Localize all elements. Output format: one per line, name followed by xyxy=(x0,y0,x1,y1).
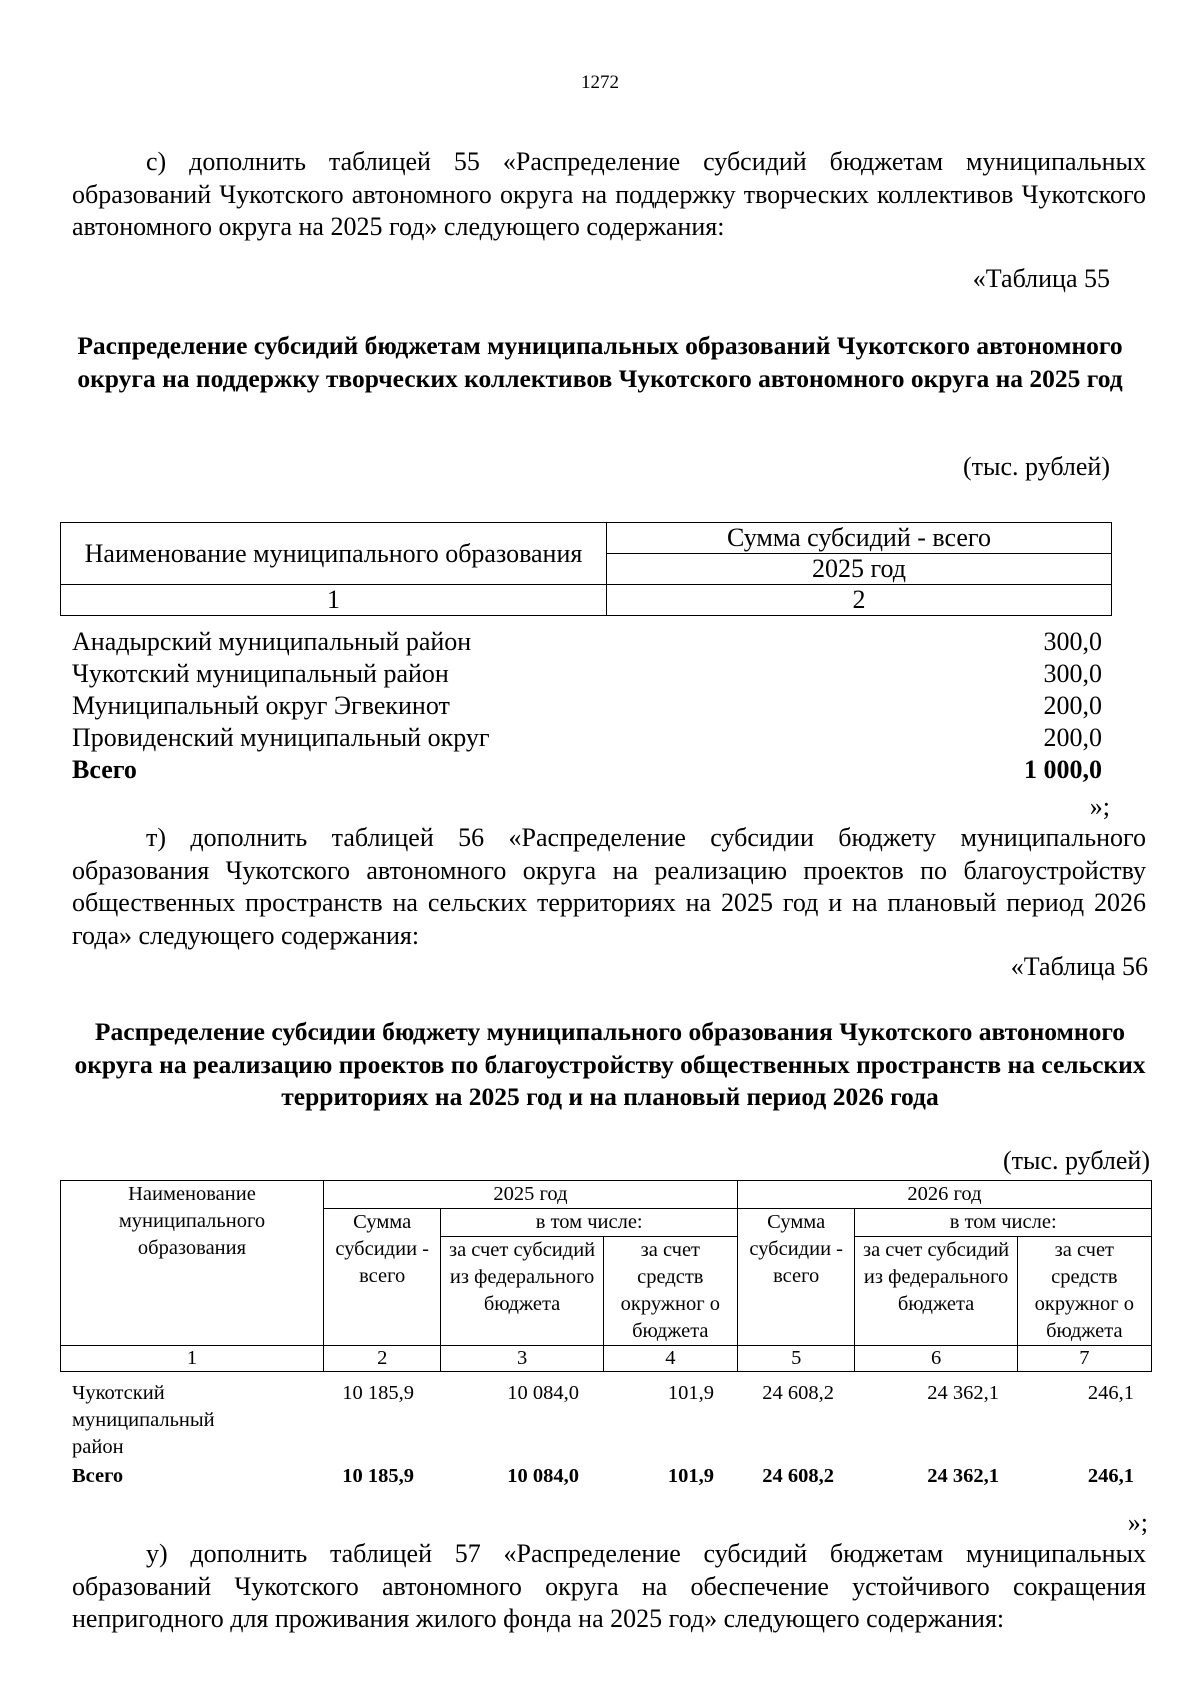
t56-header-name: Наименование муниципального образования xyxy=(61,1181,324,1346)
table-row xyxy=(72,658,1102,690)
table-56-units: (тыс. рублей) xyxy=(1002,1146,1150,1175)
t56-num-7: 7 xyxy=(1017,1346,1151,1372)
table-row xyxy=(72,690,1102,722)
total-value: 101,9 xyxy=(667,1465,714,1487)
table-56-closing: »; xyxy=(1127,1508,1148,1537)
t55-header-num-1: 1 xyxy=(61,585,607,616)
t56-header-fed-2026: за счет субсидий из федерального бюджета xyxy=(855,1237,1017,1346)
t56-header-year-2026: 2026 год xyxy=(737,1181,1151,1209)
t56-header-year-2025: 2025 год xyxy=(323,1181,737,1209)
table-56-body xyxy=(72,1380,1152,1490)
total-value: 10 185,9 xyxy=(342,1465,414,1487)
table-row xyxy=(72,1380,1152,1461)
row-name: Провиденский муниципальный округ xyxy=(72,723,490,752)
total-value: 10 084,0 xyxy=(507,1465,579,1487)
total-label: Всего xyxy=(72,755,137,784)
row-name: Анадырский муниципальный район xyxy=(72,627,472,656)
t56-header-total-2026: Сумма субсидии - всего xyxy=(737,1209,854,1346)
table-row xyxy=(72,722,1102,754)
table-56-label: «Таблица 56 xyxy=(1010,952,1148,981)
table-55-closing: »; xyxy=(1089,792,1110,821)
row-value: 101,9 xyxy=(667,1382,714,1404)
total-value: 24 608,2 xyxy=(762,1465,834,1487)
row-name: Муниципальный округ Эгвекинот xyxy=(72,691,450,720)
t55-header-name: Наименование муниципального образования xyxy=(61,523,607,585)
paragraph-c: с) дополнить таблицей 55 «Распределение субсидий бюджетам муниципальных образований Чукотского автономного округа на поддержку творческих коллективов Чукотского автономного округа на 2025 год» следующего содержания: xyxy=(72,147,1146,241)
table-row xyxy=(72,626,1102,658)
t55-header-year: 2025 год xyxy=(607,554,1112,585)
paragraph-t: т) дополнить таблицей 56 «Распределение субсидии бюджету муниципального образования Чукотского автономного округа на реализацию проектов по благоустройству общественных пространств на сельских территориях на 2025 год и на плановый период 2026 года» следующего содержания: xyxy=(72,823,1146,950)
t56-header-okr-2026: за счет средств окружног о бюджета xyxy=(1017,1237,1151,1346)
t56-num-4: 4 xyxy=(603,1346,737,1372)
t56-header-incl-2026: в том числе: xyxy=(855,1209,1152,1237)
total-value: 24 362,1 xyxy=(927,1465,999,1487)
total-label: Всего xyxy=(72,1465,124,1487)
row-name: Чукотский муниципальный район xyxy=(72,659,449,688)
t56-header-fed-2025: за счет субсидий из федерального бюджета xyxy=(441,1237,603,1346)
row-value: 10 084,0 xyxy=(507,1382,579,1404)
table-55-label: «Таблица 55 xyxy=(972,264,1110,293)
row-value: 24 608,2 xyxy=(762,1382,834,1404)
t56-header-okr-2025: за счет средств окружног о бюджета xyxy=(603,1237,737,1346)
t56-num-2: 2 xyxy=(323,1346,440,1372)
row-value: 246,1 xyxy=(1087,1382,1134,1404)
table-55-title: Распределение субсидий бюджетам муниципальных образований Чукотского автономного округа на поддержку творческих коллективов Чукотского автономного округа на 2025 год xyxy=(77,331,1123,393)
paragraph-u: у) дополнить таблицей 57 «Распределение субсидий бюджетам муниципальных образований Чукотского автономного округа на обеспечение устойчивого сокращения непригодного для проживания жилого фонда на 2025 год» следующего содержания: xyxy=(72,1539,1146,1633)
table-total-row xyxy=(72,754,1102,786)
row-value: 200,0 xyxy=(1043,691,1102,720)
row-value: 300,0 xyxy=(1043,659,1102,688)
t56-num-3: 3 xyxy=(441,1346,603,1372)
t56-num-6: 6 xyxy=(855,1346,1017,1372)
row-value: 300,0 xyxy=(1043,627,1102,656)
table-55-header xyxy=(60,522,1112,616)
t55-header-sum: Сумма субсидий - всего xyxy=(607,523,1112,554)
t55-header-num-2: 2 xyxy=(607,585,1112,616)
row-value: 200,0 xyxy=(1043,723,1102,752)
table-55-units: (тыс. рублей) xyxy=(962,452,1110,481)
row-value: 24 362,1 xyxy=(927,1382,999,1404)
t56-num-1: 1 xyxy=(61,1346,324,1372)
table-56-header xyxy=(60,1180,1152,1372)
page-number: 1272 xyxy=(581,72,619,93)
t56-header-incl-2025: в том числе: xyxy=(441,1209,738,1237)
total-value: 1 000,0 xyxy=(1024,755,1102,784)
t56-num-5: 5 xyxy=(737,1346,854,1372)
table-55-body xyxy=(72,626,1102,786)
table-56-title: Распределение субсидии бюджету муниципального образования Чукотского автономного округа на реализацию проектов по благоустройству общественных пространств на сельских территориях на 2025 год и на плановый период 2026 года xyxy=(74,1017,1146,1111)
row-value: 10 185,9 xyxy=(342,1382,414,1404)
total-value: 246,1 xyxy=(1087,1465,1134,1487)
table-total-row xyxy=(72,1463,1152,1490)
row-name: Чукотский муниципальный район xyxy=(72,1382,215,1458)
t56-header-total-2025: Сумма субсидии - всего xyxy=(323,1209,440,1346)
